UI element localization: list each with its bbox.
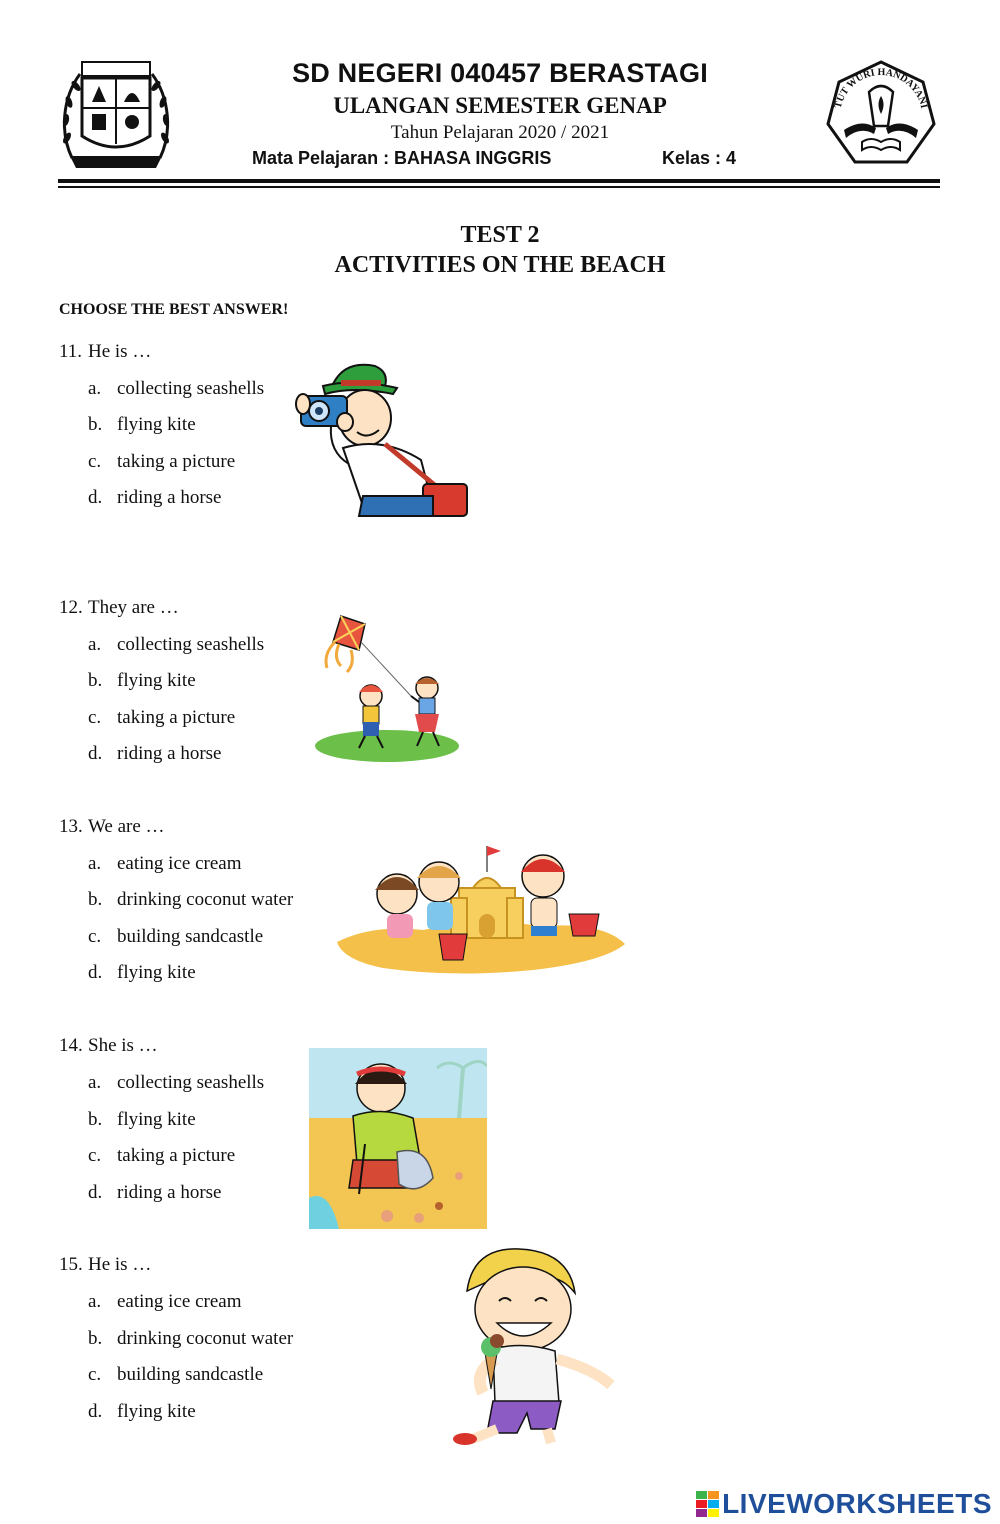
option-letter: c. [88,1364,102,1385]
option-letter: d. [88,962,103,983]
question-15-stem [59,1254,151,1276]
option-letter: b. [88,670,103,691]
question-text: We are … [88,816,165,837]
test-title: TEST 2 [460,222,540,248]
option-letter: d. [88,487,103,508]
question-text: She is … [88,1035,158,1056]
brand-name: LIVEWORKSHEETS [722,1488,992,1519]
boy-eating-ice-cream-icon [443,1243,617,1447]
academic-year: Tahun Pelajaran 2020 / 2021 [390,122,610,143]
question-13-option-c[interactable] [88,926,263,948]
kids-flying-kite-icon [315,610,465,764]
question-11-option-d[interactable] [88,487,221,509]
question-14-option-d[interactable] [88,1182,221,1204]
question-14-option-a[interactable] [88,1072,264,1094]
question-15-option-a[interactable] [88,1291,241,1313]
question-number: 13. [59,816,83,837]
option-letter: c. [88,926,102,947]
option-text: flying kite [117,670,196,691]
option-letter: c. [88,451,102,472]
option-text: taking a picture [117,451,236,472]
option-letter: b. [88,1109,103,1130]
question-12-option-b[interactable] [88,670,196,692]
option-text: drinking coconut water [117,889,294,910]
header-rule-thin [58,186,940,188]
question-number: 12. [59,597,83,618]
question-11-option-a[interactable] [88,378,264,400]
option-letter: a. [88,634,102,655]
question-text: He is … [88,341,152,362]
question-number: 14. [59,1035,83,1056]
instruction: CHOOSE THE BEST ANSWER! [59,301,289,318]
option-letter: c. [88,707,102,728]
option-letter: a. [88,1291,102,1312]
option-text: taking a picture [117,1145,236,1166]
question-14-stem [59,1035,158,1057]
question-15-option-c[interactable] [88,1364,263,1386]
question-11-option-b[interactable] [88,414,196,436]
option-text: riding a horse [117,743,222,764]
option-text: eating ice cream [117,853,242,874]
girl-collecting-seashells-icon [309,1048,487,1229]
boy-taking-picture-icon [293,356,473,518]
karo-regency-crest-icon [58,58,174,174]
class-label: Kelas : 4 [662,148,737,168]
question-15-option-b[interactable] [88,1328,293,1350]
option-letter: a. [88,1072,102,1093]
option-text: building sandcastle [117,1364,264,1385]
header-rule-thick [58,179,940,183]
option-text: flying kite [117,1401,196,1422]
option-letter: a. [88,378,102,399]
question-13-option-a[interactable] [88,853,241,875]
question-number: 11. [59,341,83,362]
kids-building-sandcastle-icon [333,842,627,978]
option-text: drinking coconut water [117,1328,294,1349]
liveworksheets-brand [696,1488,992,1520]
option-text: riding a horse [117,1182,222,1203]
school-name: SD NEGERI 040457 BERASTAGI [292,58,708,88]
emblem-motto: TUT WURI HANDAYANI [832,66,930,110]
question-12-option-d[interactable] [88,743,221,765]
option-text: taking a picture [117,707,236,728]
question-text: They are … [88,597,179,618]
liveworksheets-badge-icon [696,1491,720,1517]
question-15-option-d[interactable] [88,1401,196,1423]
option-letter: d. [88,1182,103,1203]
option-text: collecting seashells [117,634,265,655]
option-letter: b. [88,414,103,435]
option-text: building sandcastle [117,926,264,947]
question-11-stem [59,341,151,363]
question-14-option-b[interactable] [88,1109,196,1131]
option-text: collecting seashells [117,378,265,399]
option-letter: b. [88,1328,103,1349]
option-letter: b. [88,889,103,910]
question-text: He is … [88,1254,152,1275]
option-text: flying kite [117,414,196,435]
question-number: 15. [59,1254,83,1275]
question-12-stem [59,597,179,619]
question-13-stem [59,816,165,838]
question-13-option-b[interactable] [88,889,293,911]
option-letter: c. [88,1145,102,1166]
option-letter: d. [88,743,103,764]
question-13-option-d[interactable] [88,962,196,984]
option-letter: d. [88,1401,103,1422]
option-text: riding a horse [117,487,222,508]
question-12-option-a[interactable] [88,634,264,656]
question-12-option-c[interactable] [88,707,235,729]
subject-label: Mata Pelajaran : BAHASA INGGRIS [252,148,552,168]
option-text: collecting seashells [117,1072,265,1093]
tut-wuri-handayani-emblem-icon [824,58,938,174]
option-text: flying kite [117,962,196,983]
test-subtitle: ACTIVITIES ON THE BEACH [334,252,666,278]
question-14-option-c[interactable] [88,1145,235,1167]
option-letter: a. [88,853,102,874]
question-11-option-c[interactable] [88,451,235,473]
option-text: eating ice cream [117,1291,242,1312]
option-text: flying kite [117,1109,196,1130]
exam-name: ULANGAN SEMESTER GENAP [333,93,667,118]
